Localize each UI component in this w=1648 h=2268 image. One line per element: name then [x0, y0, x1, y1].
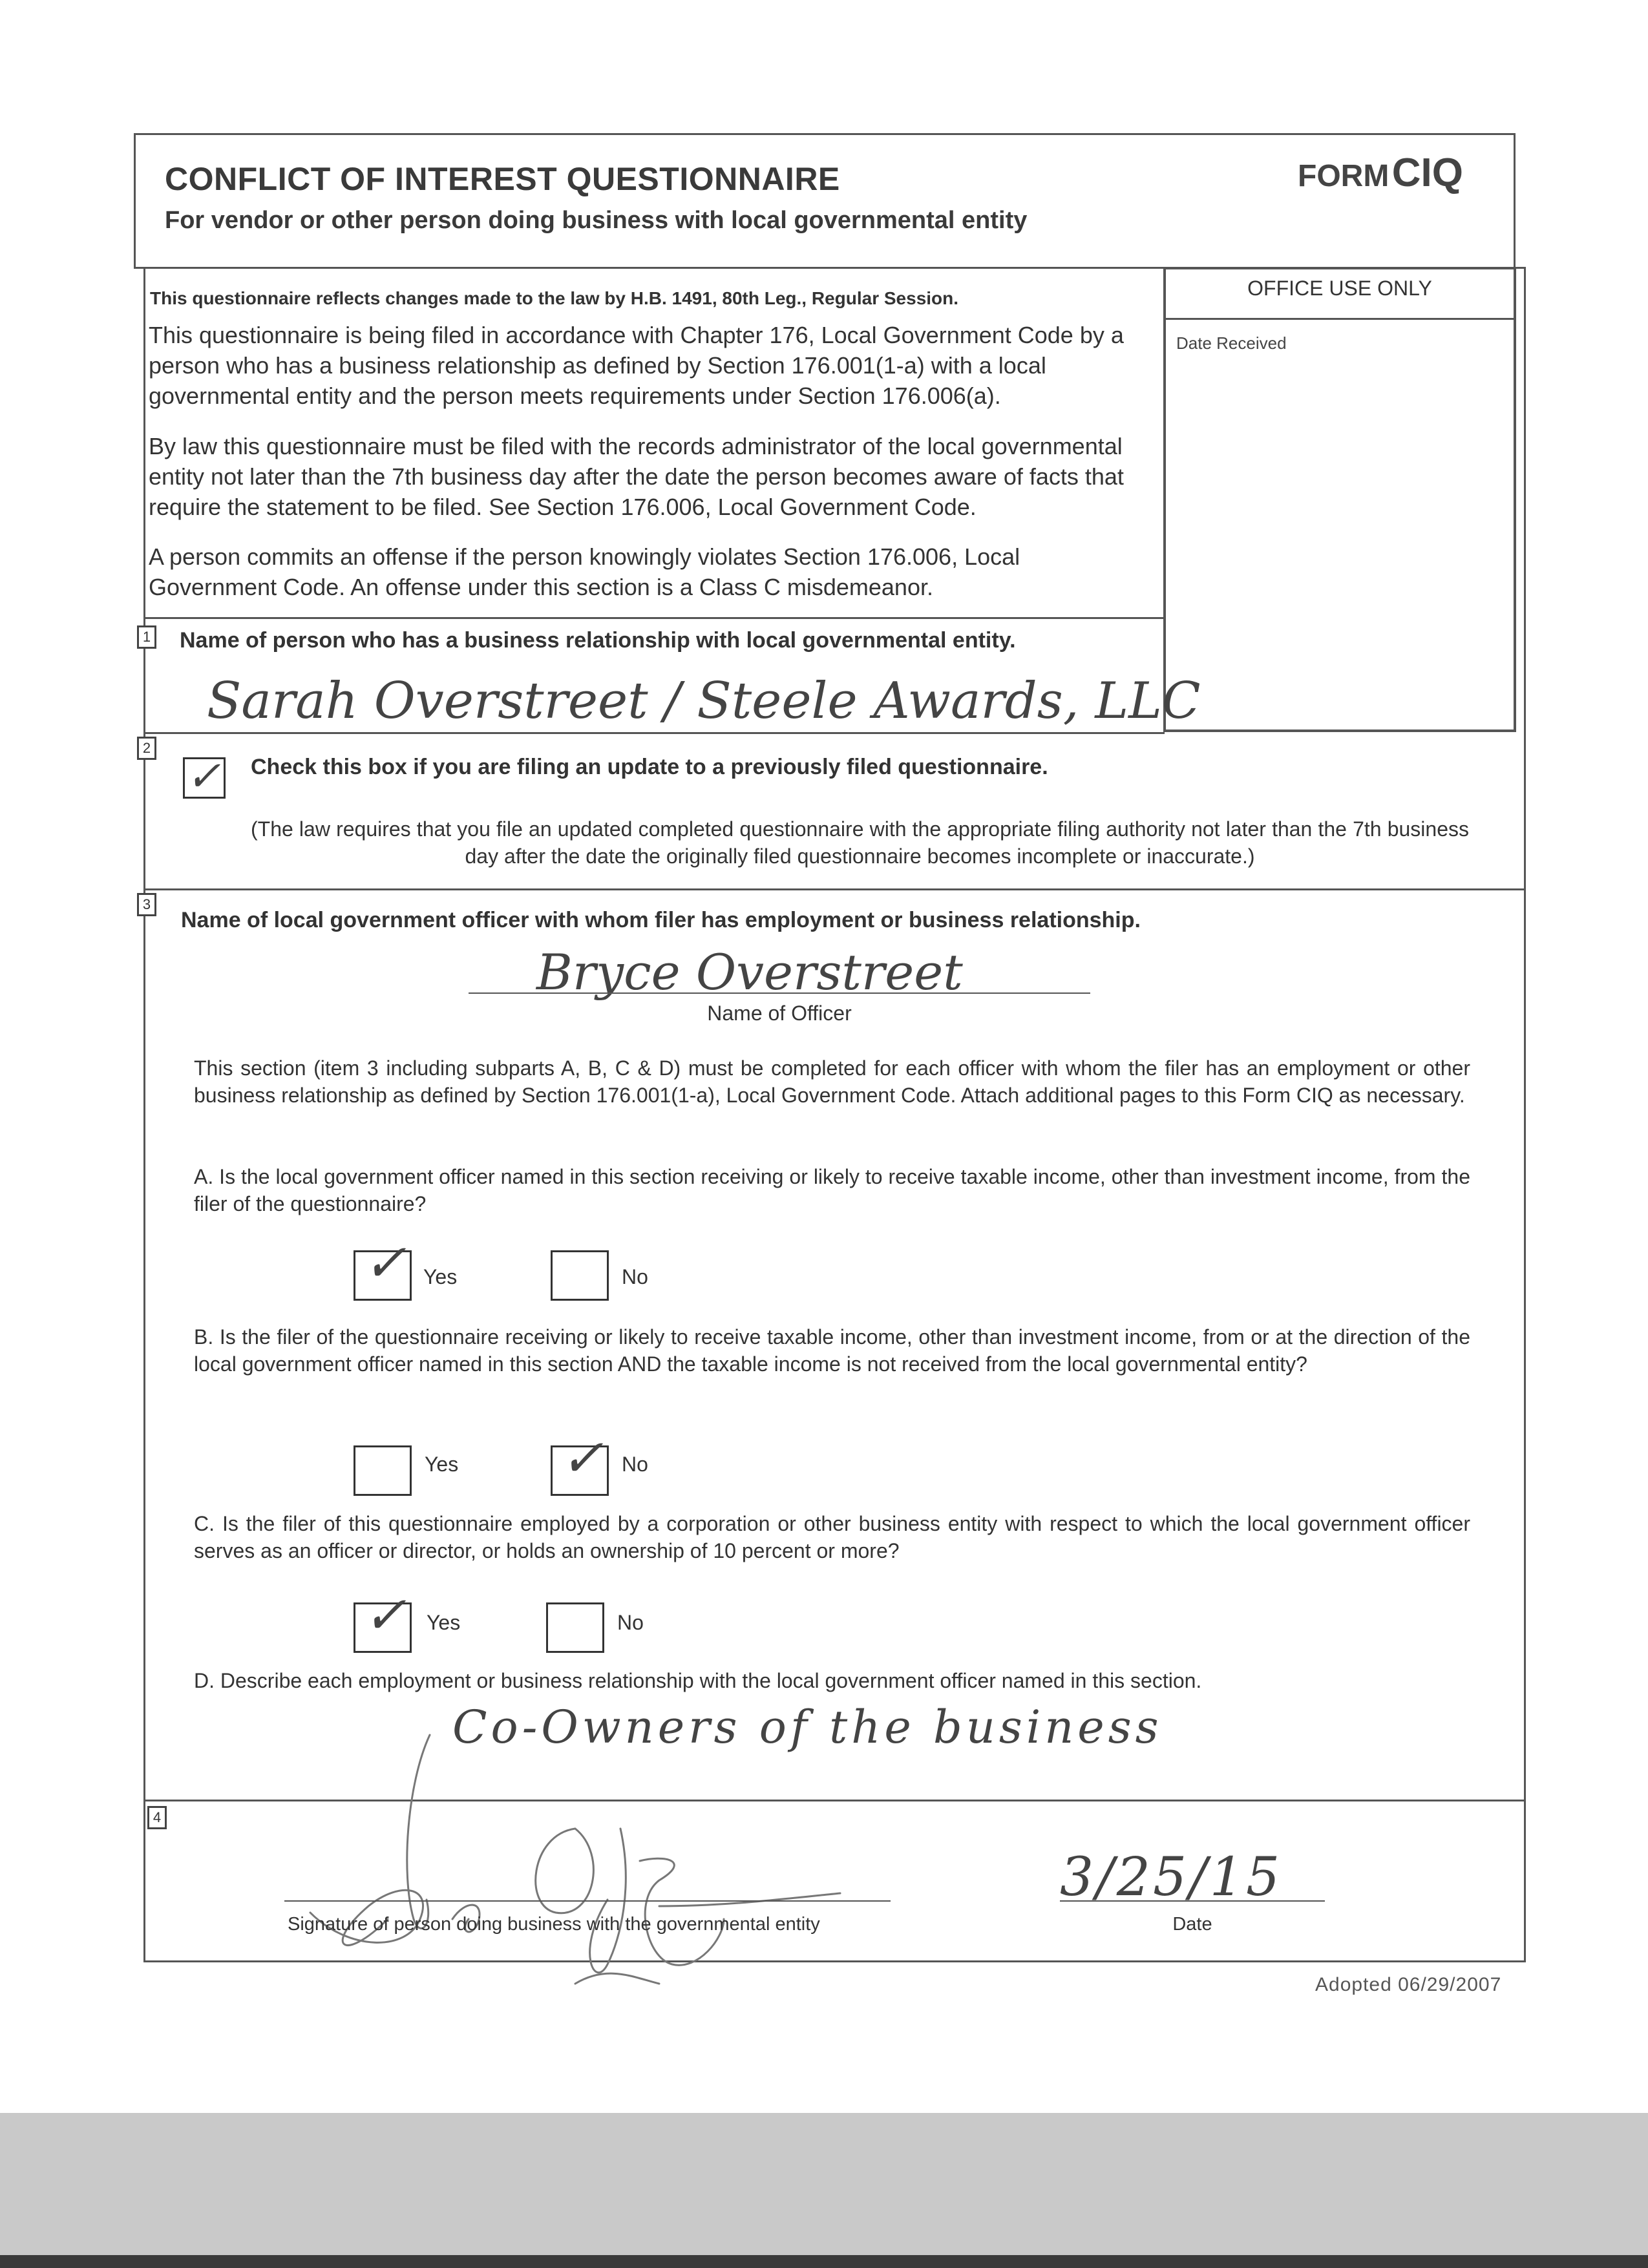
section1-handwritten-name[interactable]: Sarah Overstreet / Steele Awards, LLC [207, 672, 1201, 730]
intro-paragraph-1: This questionnaire is being filed in accordance with Chapter 176, Local Government Code by a person who has a business relationship as defined by Section 176.001(1-a) with a local governmental entity and the person meets requirements under Section 176.006(a). [149, 322, 1124, 409]
office-use-heading: OFFICE USE ONLY [1247, 277, 1432, 300]
section2-top-rule [143, 732, 1165, 734]
question-b-yes-checkbox[interactable] [354, 1445, 412, 1496]
date-line [1060, 1900, 1325, 1902]
question-c-yes-label: Yes [427, 1611, 461, 1634]
question-d-handwritten[interactable]: Co-Owners of the business [452, 1701, 1163, 1754]
question-a-text: A. Is the local government officer named in this section receiving or likely to receive taxable income, other than investment income, from the filer of the questionnaire? [194, 1165, 1470, 1215]
form-code [1298, 150, 1463, 196]
intro-paragraph-3: A person commits an offense if the person knowingly violates Section 176.006, Local Government Code. An offense under this section is a Class C misdemeanor. [149, 543, 1020, 600]
signature-caption: Signature of person doing business with the governmental entity [288, 1914, 820, 1935]
signature-scribble [271, 1706, 853, 1990]
question-c-text: C. Is the filer of this questionnaire employed by a corporation or other business entity with respect to which the local government officer serves as an officer or director, or holds an ownership of 10 percent or more? [194, 1512, 1470, 1562]
form-title: CONFLICT OF INTEREST QUESTIONNAIRE [165, 161, 840, 197]
question-b-no-label: No [622, 1453, 648, 1476]
question-b-no-mark: ✓ [560, 1428, 604, 1488]
date-handwritten[interactable]: 3/25/15 [1060, 1847, 1283, 1908]
section1-number: 1 [137, 625, 156, 649]
section3-instructions: This section (item 3 including subparts A, B, C & D) must be completed for each officer with whom the filer has an employment or other business relationship as defined by Section 176.001(1-a), Local Government Code. Attach additional pages to this Form CIQ as necessary. [194, 1056, 1470, 1107]
question-d-label: D. Describe each employment or business relationship with the local government officer named in this section. [194, 1669, 1202, 1692]
section1-label: Name of person who has a business relationship with local governmental entity. [180, 628, 1016, 653]
form-word: FORM [1298, 159, 1389, 193]
form-subtitle: For vendor or other person doing business with local governmental entity [165, 207, 1028, 234]
form-code-letters: CIQ [1391, 151, 1463, 195]
section2-note: (The law requires that you file an updated completed questionnaire with the appropriate filing authority not later than the 7th business day after the date the originally filed questionnaire becomes incomplete or inaccurate.) [251, 817, 1469, 868]
officer-name-line [469, 992, 1090, 994]
officer-name-caption: Name of Officer [707, 1002, 852, 1025]
question-b-yes-label: Yes [425, 1453, 459, 1476]
adopted-date: Adopted 06/29/2007 [1315, 1974, 1502, 1995]
question-a-no-checkbox[interactable] [551, 1250, 609, 1301]
question-a-yes-checkbox[interactable] [354, 1233, 412, 1301]
question-b-text: B. Is the filer of the questionnaire receiving or likely to receive taxable income, other than investment income, from or at the direction of the local government officer named in this section AND the taxable income is not received from the local governmental entity? [194, 1325, 1470, 1376]
scan-bottom-edge [0, 2255, 1648, 2268]
question-a-yes-label: Yes [423, 1265, 458, 1288]
section4-number: 4 [147, 1806, 167, 1829]
date-caption: Date [1172, 1914, 1212, 1935]
question-c-no-checkbox[interactable] [546, 1602, 604, 1653]
signature-line [284, 1900, 891, 1902]
section2-update-checkbox[interactable] [183, 753, 226, 801]
scan-background-band [0, 2113, 1648, 2268]
date-received-label: Date Received [1176, 333, 1287, 353]
section3-top-rule [143, 888, 1526, 890]
office-use-divider [1163, 318, 1516, 320]
question-c-yes-mark: ✓ [363, 1585, 407, 1645]
intro-paragraph-2: By law this questionnaire must be filed with the records administrator of the local governmental entity not later than the 7th business day after the date the person becomes aware of facts that require the statement to be filed. See Section 176.006, Local Government Code. [149, 433, 1124, 520]
changes-note: This questionnaire reflects changes made to the law by H.B. 1491, 80th Leg., Regular Session. [150, 288, 959, 308]
section1-top-rule [143, 617, 1165, 619]
question-c-no-label: No [617, 1611, 644, 1634]
question-a-no-label: No [622, 1265, 648, 1288]
section2-check-mark: ✓ [186, 753, 221, 801]
section2-number: 2 [137, 737, 156, 760]
question-c-yes-checkbox[interactable] [354, 1585, 412, 1653]
officer-handwritten-name[interactable]: Bryce Overstreet [536, 943, 963, 1001]
question-b-no-checkbox[interactable] [551, 1428, 609, 1496]
section3-label: Name of local government officer with whom filer has employment or business relationship. [181, 908, 1141, 932]
section2-label: Check this box if you are filing an update to a previously filed questionnaire. [251, 755, 1048, 779]
section3-number: 3 [137, 893, 156, 916]
question-a-yes-mark: ✓ [363, 1233, 407, 1293]
